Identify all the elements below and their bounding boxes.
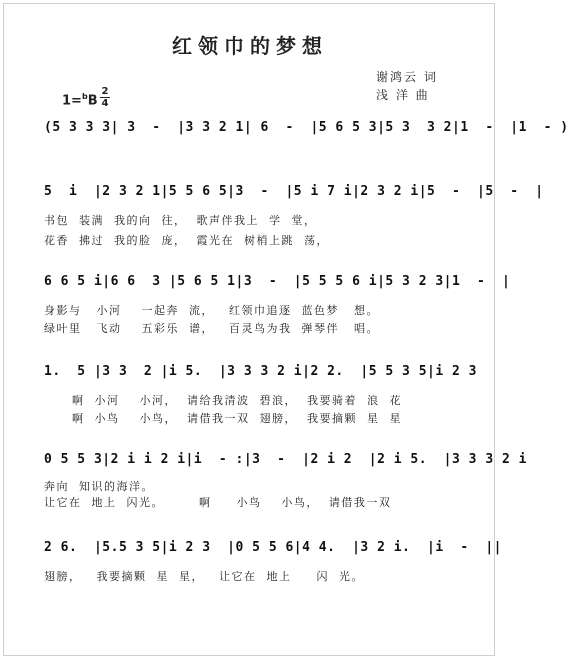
song-title: 红领巾的梦想 [172,34,328,58]
composer-credit: 浅 洋 曲 [376,88,430,102]
lyric-row-3-verse-2: 啊 小鸟 小鸟， 请借我一双 翅膀， 我要摘颗 星 星 [72,412,402,425]
flat-sign: b [81,92,88,101]
lyric-row-3-verse-1: 啊 小河 小河， 请给我清波 碧浪， 我要骑着 浪 花 [72,394,402,407]
lyric-row-4-verse-2: 让它在 地上 闪光。 啊 小鸟 小鸟， 请借我一双 [44,496,392,509]
notation-row-2: 6 6 5 i|6 6 3 |5 6 5 1|3 - |5 5 5 6 i|5 3 2 3|1 - | [44,274,511,289]
notation-row-3: 1. 5 |3 3 2 |i 5. |3 3 3 2 i|2 2. |5 5 3 5|i 2 3 [44,364,477,379]
notation-row-1: 5 i |2 3 2 1|5 5 6 5|3 - |5 i 7 i|2 3 2 i|5 - |5 - | [44,184,544,199]
lyricist-credit: 谢鸿云 词 [376,70,438,84]
key-prefix: 1= [62,93,82,109]
notation-row-4: 0 5 5 3|2 i i 2 i|i - :|3 - |2 i 2 |2 i 5. |3 3 3 2 i [44,452,527,467]
notation-row-intro: (5 3 3 3| 3 - |3 3 2 1| 6 - |5 6 5 3|5 3 3 2|1 - |1 - ) [44,120,569,135]
lyric-row-2-verse-2: 绿叶里 飞动 五彩乐 谱， 百灵鸟为我 弹琴伴 唱。 [44,322,379,335]
lyric-row-4-verse-1: 奔向 知识的海洋。 [44,480,154,493]
key-note: B [87,93,98,109]
notation-row-5: 2 6. |5.5 3 5|i 2 3 |0 5 5 6|4 4. |3 2 i. |i - || [44,540,502,555]
time-signature-top: 2 [101,86,109,97]
key-signature [62,92,98,108]
time-signature [100,86,110,109]
lyric-row-5-verse-1: 翅膀， 我要摘颗 星 星， 让它在 地上 闪 光。 [44,570,364,583]
lyric-row-2-verse-1: 身影与 小河 一起奔 流， 红领巾追逐 蓝色梦 想。 [44,304,379,317]
time-signature-bottom: 4 [101,98,109,109]
lyric-row-1-verse-1: 书包 装满 我的向 往， 歌声伴我上 学 堂， [44,214,317,227]
lyric-row-1-verse-2: 花香 拂过 我的脸 庞， 霞光在 树梢上跳 荡， [44,234,329,247]
